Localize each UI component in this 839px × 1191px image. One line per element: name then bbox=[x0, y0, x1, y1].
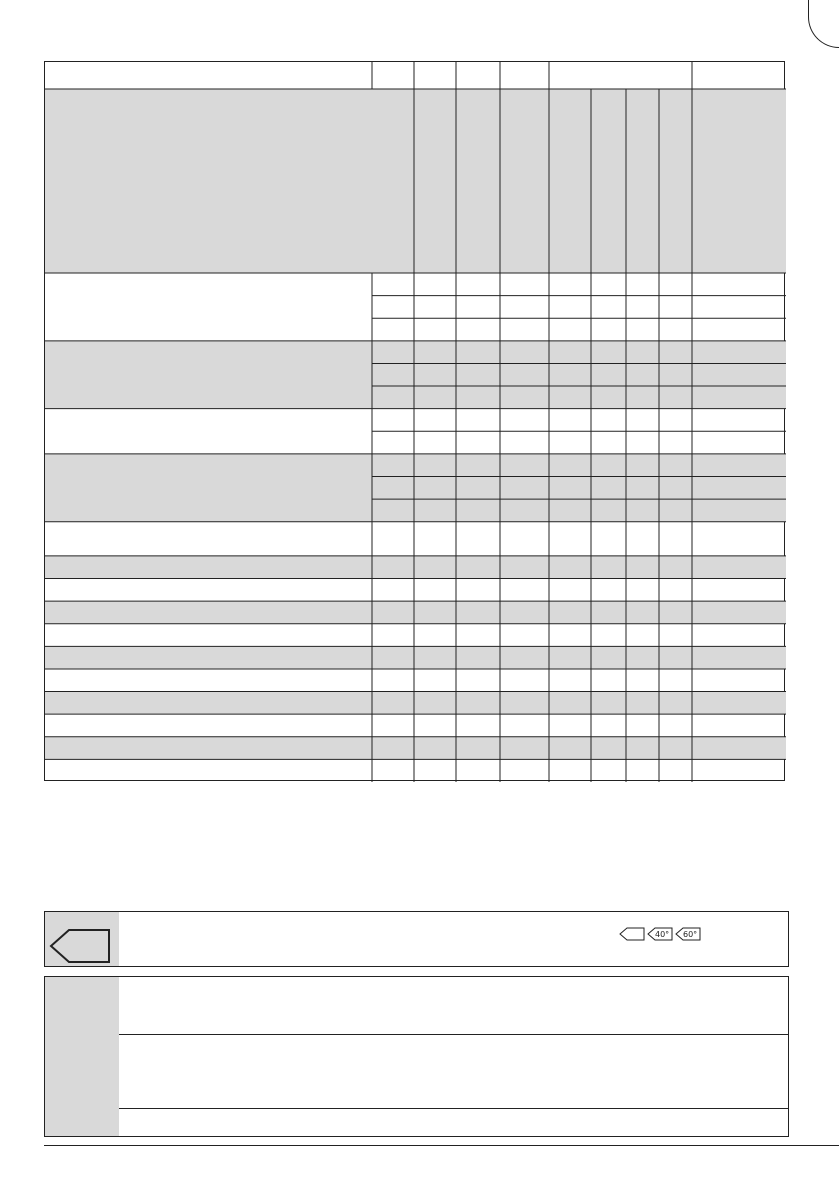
wash-tag-40-icon bbox=[647, 927, 673, 941]
temperature-icon-group bbox=[619, 927, 701, 941]
table-row-shade-10 bbox=[45, 646, 786, 669]
info-panel-row-3 bbox=[119, 1109, 788, 1136]
table-row-shade-6 bbox=[45, 556, 786, 579]
table-row-shade-12 bbox=[45, 692, 786, 715]
wash-tag-60-icon bbox=[675, 927, 701, 941]
page-bottom-rule bbox=[44, 1145, 839, 1146]
temperature-60-label: 60° bbox=[683, 930, 698, 939]
info-panel-row-1 bbox=[119, 977, 788, 1035]
info-panel-side bbox=[45, 977, 119, 1136]
wash-tag-icon bbox=[49, 928, 111, 964]
table-header-band bbox=[45, 89, 786, 273]
table-row-shade-4 bbox=[45, 454, 786, 522]
table-row-shade-14 bbox=[45, 737, 786, 760]
program-table bbox=[44, 61, 785, 781]
page-corner-mark bbox=[808, 0, 839, 48]
table-row-shade-2 bbox=[45, 341, 786, 409]
table-row-shade-8 bbox=[45, 601, 786, 624]
label-panel bbox=[44, 911, 789, 967]
wash-tag-small-icon bbox=[619, 927, 645, 941]
program-table-grid bbox=[45, 62, 786, 782]
info-panel-row-2 bbox=[119, 1035, 788, 1109]
info-panel bbox=[44, 976, 789, 1137]
temperature-40-label: 40° bbox=[655, 930, 670, 939]
